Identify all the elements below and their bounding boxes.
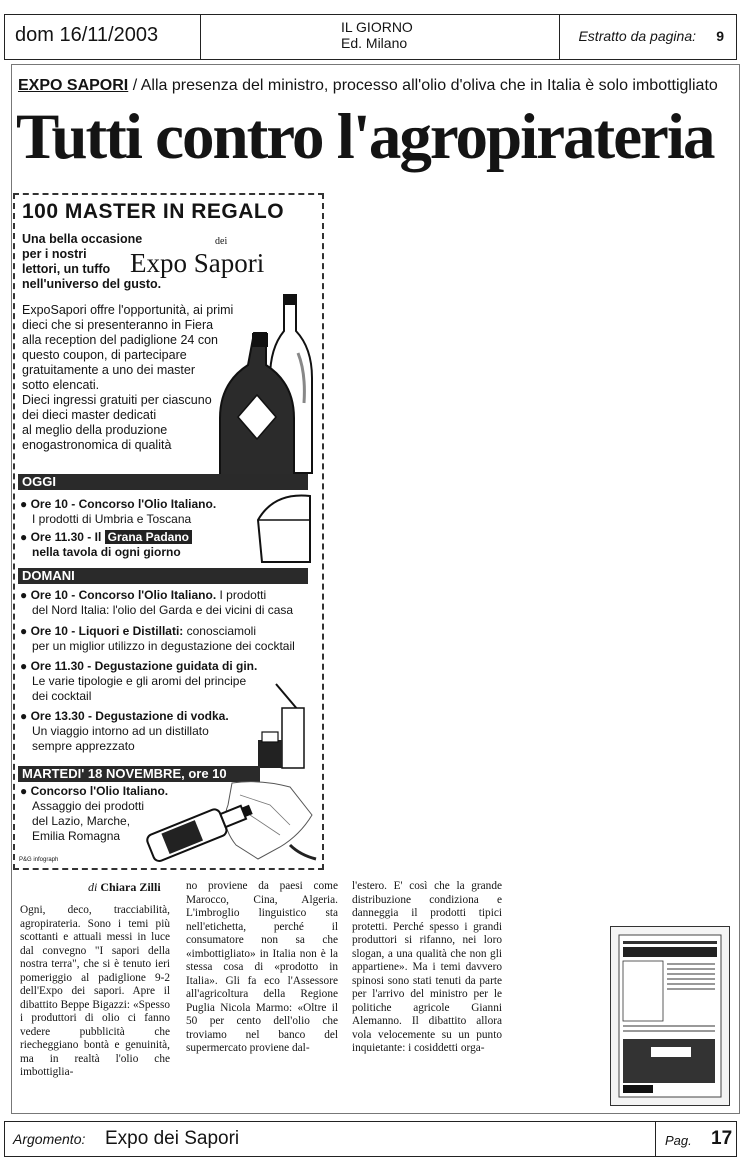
kicker-section: EXPO SAPORI (18, 77, 129, 94)
byline (88, 880, 161, 895)
page-header (4, 14, 737, 60)
byline-author: Chiara Zilli (100, 880, 161, 894)
event-desc: dei cocktail (32, 689, 92, 703)
kicker-text: / Alla presenza del ministro, processo all'olio d'oliva che in Italia è solo imbottigliato (132, 77, 718, 94)
extract-label: Estratto da pagina: (578, 28, 696, 44)
body-line: Dieci ingressi gratuiti per ciascuno (22, 393, 212, 407)
topic-label: Argomento: (13, 1131, 86, 1147)
page-thumbnail-image (611, 927, 729, 1105)
event-title: Ore 10 - Concorso l'Olio Italiano. (30, 497, 217, 511)
byline-prefix: di (88, 880, 98, 894)
body-line: ExpoSapori offre l'opportunità, ai primi (22, 303, 234, 317)
expo-logo-dei: dei (215, 236, 228, 247)
body-line: gratuitamente a uno dei master (22, 363, 196, 377)
domani-event: ● Ore 10 - Liquori e Distillati: conosciamoli per un miglior utilizzo in degustazione dei cocktail (20, 624, 295, 653)
cheese-illustration (254, 490, 314, 568)
body-line: sotto elencati. (22, 378, 100, 392)
oggi-bar: OGGI (18, 474, 308, 490)
coupon-title: 100 MASTER IN REGALO (22, 200, 285, 223)
oggi-event: ● Ore 11.30 - Il Grana Padano nella tavola di ogni giorno (20, 530, 192, 560)
article-kicker (18, 77, 718, 95)
event-desc: nella tavola di ogni giorno (32, 545, 181, 559)
grana-padano-highlight: Grana Padano (105, 530, 192, 544)
domani-event: ● Ore 13.30 - Degustazione di vodka. Un viaggio intorno ad un distillato sempre apprezzato (20, 709, 229, 753)
martedi-bar: MARTEDI' 18 NOVEMBRE, ore 10 (18, 766, 260, 782)
event-title-rest: I prodotti (216, 588, 267, 602)
body-line: dei dieci master dedicati (22, 408, 157, 422)
footer-divider (655, 1122, 656, 1156)
domani-event: ● Ore 10 - Concorso l'Olio Italiano. I prodotti del Nord Italia: l'olio del Garda e dei vicini di casa (20, 588, 294, 617)
column-text: no proviene da paesi come Marocco, Cina, Algeria. L'imbroglio linguistico sta nell'etichetta, perché il consumatore non sa che «imbottigliato» in Italia non è la stessa cosa di «prodotto in Italia». Gli fa eco l'Assessore all'agricoltura della Regione Puglia Nicola Marmo: «Oltre il 50 per cento dell'olio che troviamo nel banco del supermercato proviene dal- (186, 880, 338, 1054)
extract-page: 9 (716, 28, 724, 44)
event-desc: Le varie tipologie e gli aromi del principe (32, 674, 247, 688)
issue-date: dom 16/11/2003 (15, 24, 159, 46)
event-desc: Emilia Romagna (32, 829, 121, 843)
article-column-2 (186, 880, 338, 1056)
event-desc: per un miglior utilizzo in degustazione dei cocktail (32, 639, 295, 653)
event-desc: del Lazio, Marche, (32, 814, 131, 828)
body-line: alla reception del padiglione 24 con (22, 333, 218, 347)
domani-event: ● Ore 11.30 - Degustazione guidata di gin. Le varie tipologie e gli aromi del principe dei cocktail (20, 659, 258, 703)
intro-line: nell'universo del gusto. (22, 277, 162, 291)
newspaper-title: IL GIORNO (341, 19, 413, 35)
italy-map-bottle-illustration (140, 775, 320, 865)
newspaper-cell (201, 15, 560, 59)
body-line: al meglio della produzione (22, 423, 168, 437)
event-desc: Assaggio dei prodotti (32, 799, 145, 813)
event-title: Ore 13.30 - Degustazione di vodka. (30, 709, 229, 723)
event-desc: del Nord Italia: l'olio del Garda e dei vicini di casa (32, 603, 294, 617)
event-title: Ore 11.30 - Degustazione guidata di gin. (30, 659, 258, 673)
event-desc: sempre apprezzato (32, 739, 135, 753)
event-title: Ore 10 - Concorso l'Olio Italiano. (30, 588, 217, 602)
domani-bar: DOMANI (18, 568, 308, 584)
body-line: questo coupon, di partecipare (22, 348, 187, 362)
wine-bottles-illustration (214, 293, 318, 488)
body-line: dieci che si presenteranno in Fiera (22, 318, 214, 332)
event-desc: I prodotti di Umbria e Toscana (32, 512, 192, 526)
intro-line: Una bella occasione (22, 232, 143, 246)
cocktail-glasses-illustration (252, 680, 320, 772)
intro-line: lettori, un tuffo (22, 262, 111, 276)
event-title: Ore 11.30 - Il (30, 530, 102, 544)
body-line: enogastronomica di qualità (22, 438, 172, 452)
event-title-rest: conosciamoli (183, 624, 256, 638)
article-column-1 (20, 904, 170, 1080)
intro-line: per i nostri (22, 247, 87, 261)
coupon-body (22, 303, 233, 453)
oggi-event: ● Ore 10 - Concorso l'Olio Italiano. I prodotti di Umbria e Toscana (20, 497, 217, 526)
event-title: Ore 10 - Liquori e Distillati: (30, 624, 184, 638)
newspaper-name (341, 19, 413, 51)
article-column-3 (352, 880, 502, 1056)
topic-value: Expo dei Sapori (105, 1128, 240, 1149)
event-desc: Un viaggio intorno ad un distillato (32, 724, 209, 738)
infograph-credit: P&G infograph (19, 857, 59, 863)
martedi-event: ● Concorso l'Olio Italiano. Assaggio dei prodotti del Lazio, Marche, Emilia Romagna (20, 784, 169, 843)
article-headline: Tutti contro l'agropirateria (16, 101, 714, 173)
page-footer (4, 1121, 737, 1157)
newspaper-edition: Ed. Milano (341, 35, 408, 51)
event-title: Concorso l'Olio Italiano. (30, 784, 169, 798)
column-text: l'estero. E' così che la grande distribuzione condiziona e danneggia il prodotti tipici protetti. Perché spesso i grandi produttori si rifanno, nei loro slogan, a una qualità che non gli appartiene». Ma i temi davvero spinosi sono stati tenuti da parte per l'arrivo del ministro per le politiche agricole Gianni Alemanno. Il dibattito allora vola velocemente su un punto inquietante: i cosiddetti orga- (352, 880, 502, 1054)
page-number: 17 (711, 1128, 733, 1149)
column-text: Ogni, deco, tracciabilità, agropirateria. Sono i temi più scottanti e attuali messi in luce dal convegno "I sapori della nostra terra", che si è tenuto ieri pomeriggio al padiglione 9-2 dell'Expo dei sapori. Apre il dibattito Beppe Bigazzi: «Spesso i produttori di olio ci fanno vedere pubblicità che riecheggiano bontà e genuinità, ma in realtà l'olio che imbottiglia- (20, 904, 170, 1078)
date-cell (5, 15, 201, 59)
expo-sapori-logo: Expo Sapori (130, 248, 265, 278)
page-thumbnail (610, 926, 730, 1106)
page-label: Pag. (665, 1133, 692, 1148)
